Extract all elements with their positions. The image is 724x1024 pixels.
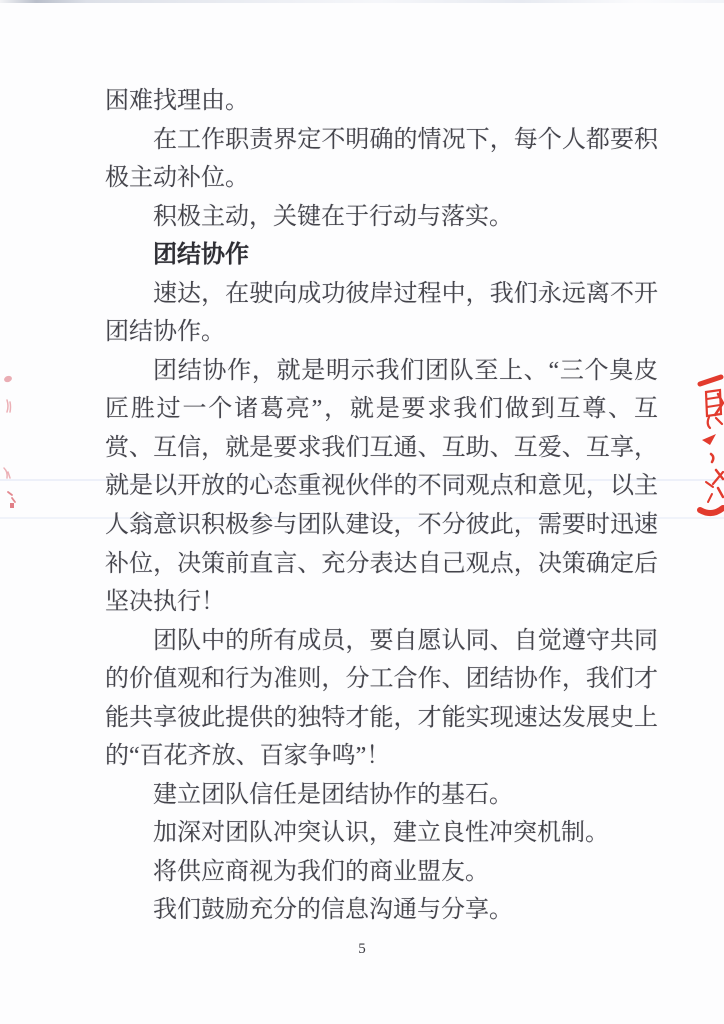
paragraph: 将供应商视为我们的商业盟友。 xyxy=(153,858,489,885)
paragraph: 建立团队信任是团结协作的基石。 xyxy=(153,781,513,808)
paragraph: 团队中的所有成员，要自愿认同、自觉遵守共同的价值观和行为准则，分工合作、团结协作，我们才能共享彼此提供的独特才能，才能实现速达发展史上的“百花齐放、百家争鸣”！ xyxy=(105,627,658,770)
page-number: 5 xyxy=(358,941,366,957)
paragraph: 速达，在驶向成功彼岸过程中，我们永远离不开团结协作。 xyxy=(105,280,658,346)
scanner-edge-artifact xyxy=(0,0,724,3)
paragraph: 加深对团队冲突认识，建立良性冲突机制。 xyxy=(153,820,609,847)
red-stamp-fragment-left-icon xyxy=(0,372,18,512)
paragraph: 积极主动，关键在于行动与落实。 xyxy=(153,203,513,230)
red-stamp-fragment-right-icon xyxy=(694,370,724,530)
section-heading: 团结协作 xyxy=(153,242,249,269)
paragraph: 团结协作，就是明示我们团队至上、“三个臭皮匠胜过一个诸葛亮”，就是要求我们做到互尊、互赏、互信，就是要求我们互通、互助、互爱、互享，就是以开放的心态重视伙伴的不同观点和意见，以主人翁意识积极参与团队建设，不分彼此，需要时迅速补位，决策前直言、充分表达自己观点，决策确定后坚决执行！ xyxy=(105,357,658,616)
paragraph: 困难找理由。 xyxy=(105,88,249,114)
paragraph: 在工作职责界定不明确的情况下，每个人都要积极主动补位。 xyxy=(105,126,658,192)
paragraph: 我们鼓励充分的信息沟通与分享。 xyxy=(153,897,513,924)
document-body xyxy=(105,82,658,930)
